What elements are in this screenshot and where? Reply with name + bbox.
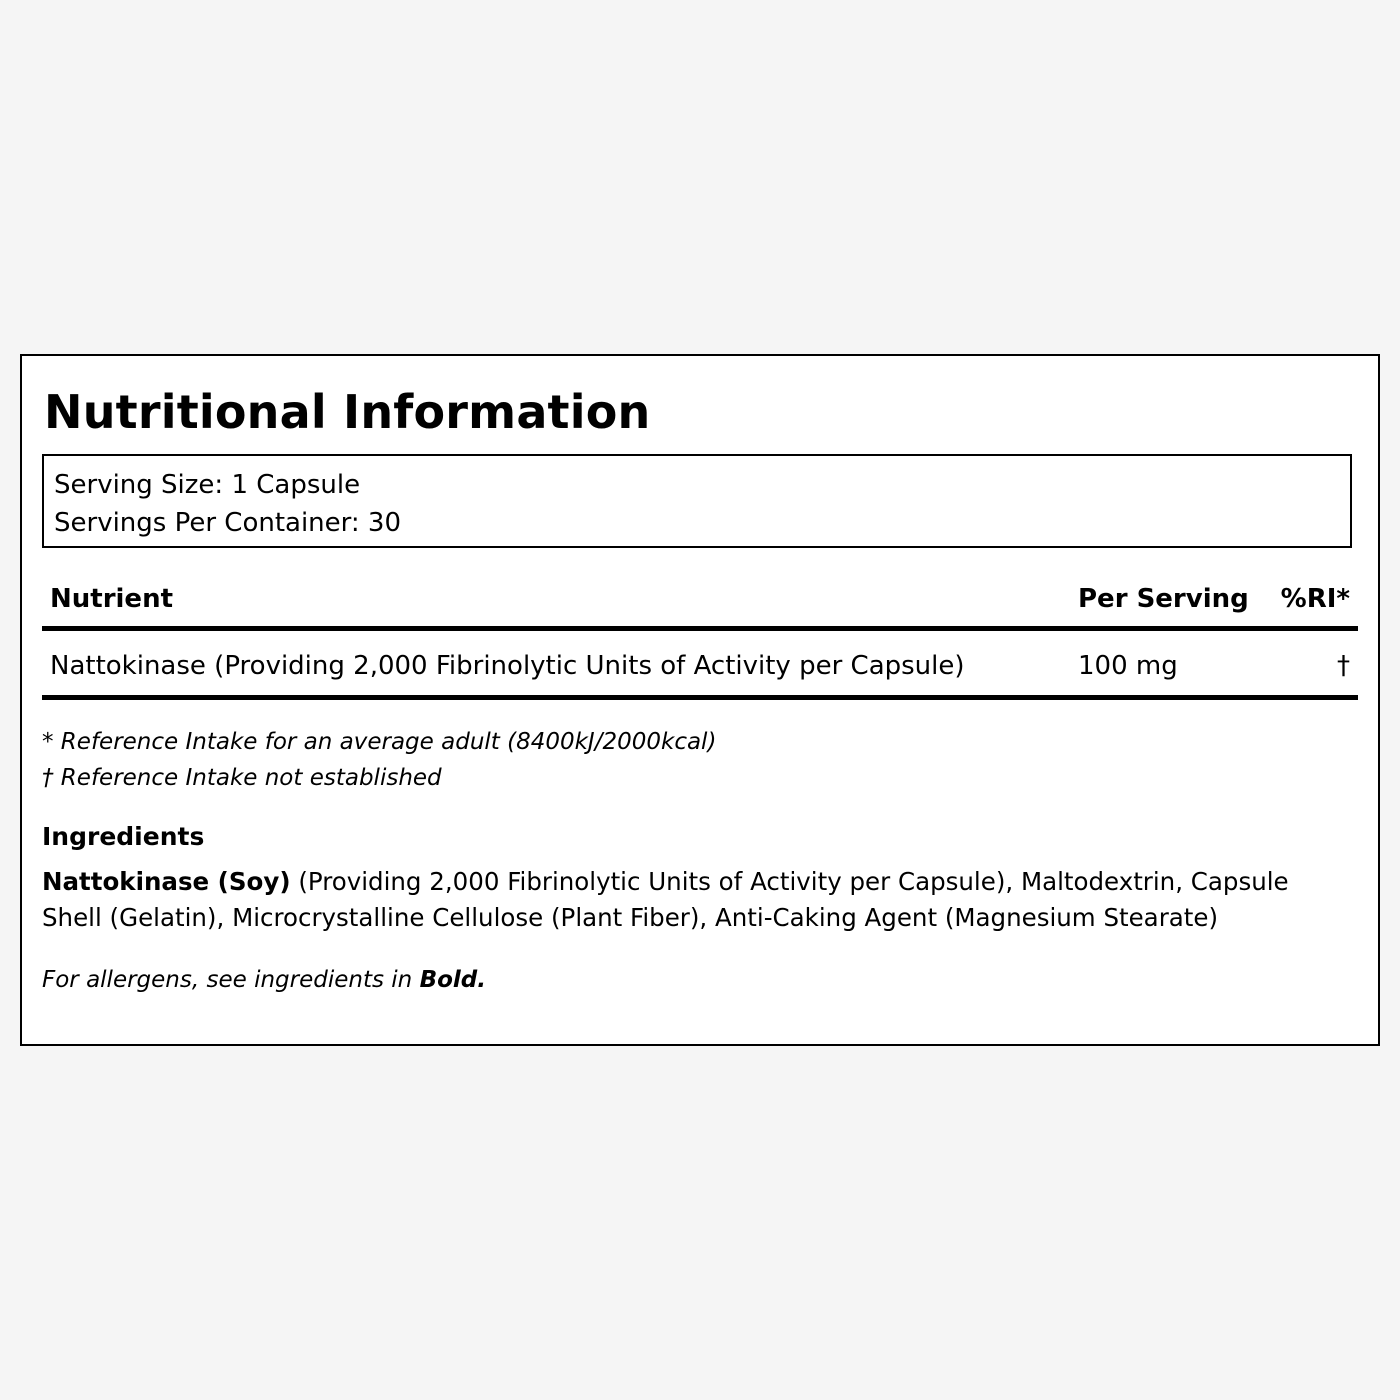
row-per-serving: 100 mg	[1078, 651, 1178, 681]
footnote-not-established: † Reference Intake not established	[42, 765, 442, 791]
serving-size: Serving Size: 1 Capsule	[54, 470, 361, 500]
header-per-serving: Per Serving	[1078, 584, 1249, 614]
header-nutrient: Nutrient	[50, 584, 174, 614]
servings-per-container: Servings Per Container: 30	[54, 508, 402, 538]
allergen-note	[42, 962, 486, 998]
header-ri: %RI*	[1280, 584, 1350, 614]
footnote-reference-intake: * Reference Intake for an average adult (8400kJ/2000kcal)	[42, 729, 717, 755]
allergen-note-prefix: For allergens, see ingredients in	[42, 967, 420, 993]
footnotes	[42, 724, 716, 796]
ingredients-heading: Ingredients	[42, 822, 205, 851]
row-ri: †	[1337, 651, 1350, 681]
ingredients-rest: (Providing 2,000 Fibrinolytic Units of Activity per Capsule), Maltodextrin, Capsule Shell (Gelatin), Microcrystalline Cellulose (Plant Fiber), Anti-Caking Agent (Magnesium Stearate)	[42, 867, 1289, 932]
row-nutrient: Nattokinase (Providing 2,000 Fibrinolytic Units of Activity per Capsule)	[50, 651, 965, 681]
panel-title: Nutritional Information	[44, 385, 651, 439]
nutrition-panel	[20, 354, 1380, 1046]
serving-info-box	[42, 454, 1352, 548]
table-row	[42, 631, 1358, 700]
allergen-note-bold: Bold.	[419, 967, 486, 993]
nutrient-table-header	[42, 574, 1358, 631]
ingredients-text	[42, 864, 1342, 936]
ingredient-allergen: Nattokinase (Soy)	[42, 867, 291, 896]
